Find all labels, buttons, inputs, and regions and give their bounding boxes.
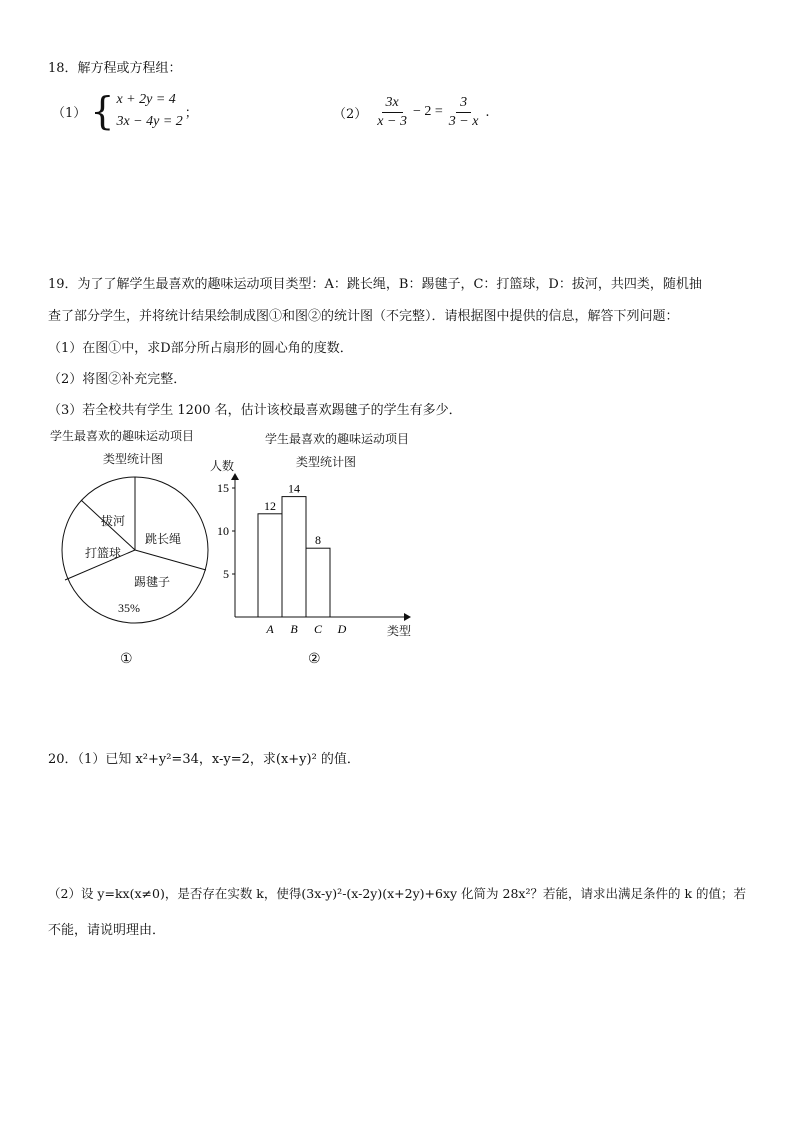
x-tick-label-A: A: [266, 622, 274, 636]
bar-title-line1: 学生最喜欢的趣味运动项目: [265, 432, 410, 446]
q20-part2-line2: 不能，请说明理由．: [48, 923, 166, 938]
q19-sub1: （1）在图①中，求D部分所占扇形的圆心角的度数．: [48, 341, 353, 356]
q18-part2: [333, 91, 490, 133]
q18-part1-end: ；: [184, 105, 198, 121]
q18-title: 18．解方程或方程组：: [48, 61, 182, 76]
pie-label-dalanqiu: 打篮球: [85, 546, 122, 560]
x-tick-label-D: D: [337, 622, 347, 636]
fraction-denominator: x − 3: [377, 113, 407, 129]
q18-mid: − 2 =: [412, 104, 443, 119]
bar-chart: [200, 470, 420, 640]
q19-line2: 查了部分学生，并将统计结果绘制成图①和图②的统计图（不完整）．请根据图中提供的信息，解答下列问题：: [48, 309, 679, 324]
bar-caption: ②: [308, 652, 321, 667]
q18-part2-label: （2）: [333, 106, 368, 122]
q18-fraction-left: [373, 95, 411, 130]
pie-label-bahe: 拔河: [101, 514, 126, 528]
pie-caption: ①: [120, 652, 133, 667]
x-tick-label-B: B: [290, 622, 298, 636]
q18-part1-label: （1）: [52, 105, 87, 121]
pie-divider: [135, 550, 206, 570]
q18-eq1: x + 2y = 4: [116, 92, 176, 107]
bar-C: [306, 548, 330, 617]
bar-value-label-C: 8: [315, 533, 321, 548]
q18-part2-end: .: [485, 104, 490, 120]
bar-B: [282, 497, 306, 617]
bar-A: [258, 514, 282, 617]
bar-title-line2: 类型统计图: [296, 455, 357, 469]
brace-symbol: {: [90, 89, 115, 133]
bar-ylabel: 人数: [210, 459, 235, 473]
pie-label-tiaochangsheng: 跳长绳: [145, 532, 182, 546]
x-tick-label-C: C: [313, 622, 323, 636]
q20-part2-line1: （2）设 y=kx(x≠0)，是否存在实数 k，使得(3x-y)²-(x-2y)(x+2y)+6xy 化简为 28x²？若能，请求出满足条件的 k 的值；若: [48, 886, 747, 901]
q19-sub2: （2）将图②补充完整．: [48, 372, 187, 387]
q19-sub3: （3）若全校共有学生 1200 名，估计该校最喜欢踢毽子的学生有多少．: [48, 403, 462, 418]
pie-label-tijianzi: 踢毽子: [134, 575, 171, 589]
q19-line1: 19．为了了解学生最喜欢的趣味运动项目类型：A：跳长绳，B：踢毽子，C：打篮球，D：拔河，共四类，随机抽: [48, 277, 702, 292]
q18-part1: [52, 88, 198, 134]
pie-percent-label: 35%: [118, 601, 140, 615]
q18-eq2: 3x − 4y = 2: [116, 114, 183, 129]
fraction-numerator: 3x: [382, 95, 403, 113]
bar-value-label-B: 14: [288, 481, 300, 496]
q20-part1: 20．（1）已知 x²+y²=34，x-y=2，求(x+y)² 的值．: [48, 752, 360, 767]
bar-xlabel: 类型: [387, 624, 412, 638]
y-tick-label-10: 10: [217, 524, 229, 538]
y-tick-label-15: 15: [217, 481, 229, 495]
q18-system: [116, 89, 182, 133]
q18-fraction-right: [445, 95, 483, 130]
pie-title-line2: 类型统计图: [103, 452, 164, 466]
fraction-denominator: 3 − x: [448, 113, 479, 129]
bar-value-label-A: 12: [264, 498, 276, 513]
y-tick-label-5: 5: [223, 567, 229, 581]
pie-title-line1: 学生最喜欢的趣味运动项目: [50, 429, 195, 443]
fraction-numerator: 3: [456, 95, 471, 113]
